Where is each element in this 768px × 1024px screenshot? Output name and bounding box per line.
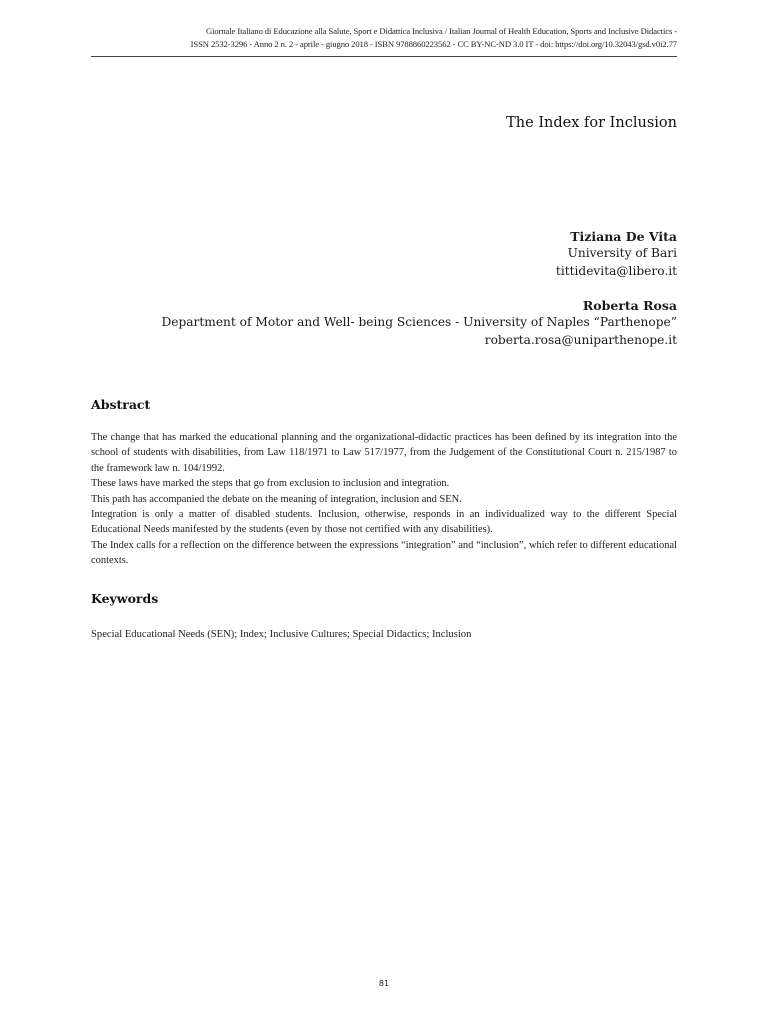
author-email: roberta.rosa@uniparthenope.it: [484, 332, 677, 347]
abstract-heading: Abstract: [91, 397, 151, 412]
keywords-text: Special Educational Needs (SEN); Index; Inclusive Cultures; Special Didactics; Inclusion: [91, 629, 472, 640]
abstract-paragraph: Integration is only a matter of disabled students. Inclusion, otherwise, responds in an individualized way to the different Special Educational Needs manifested by the students (even by those not certified with any disabilities).: [91, 509, 677, 536]
author-block-1: [556, 228, 677, 280]
author-name: Tiziana De Vita: [570, 229, 677, 244]
author-name: Roberta Rosa: [582, 298, 677, 313]
abstract-paragraph: These laws have marked the steps that go from exclusion to inclusion and integration.: [91, 478, 450, 490]
header-divider: [91, 56, 677, 57]
page-number: 81: [378, 979, 390, 988]
abstract-paragraph: The change that has marked the educational planning and the organizational-didactic practices has been defined by its integration into the school of students with disabilities, from Law 118/1971 to Law 517/1977, from the Judgement of the Constitutional Court n. 215/1987 to the framework law n. 104/1992.: [91, 432, 677, 474]
abstract-paragraph: The Index calls for a reflection on the difference between the expressions “integration” and “inclusion”, which refer to different educational contexts.: [91, 539, 677, 567]
abstract-paragraph: This path has accompanied the debate on the meaning of integration, inclusion and SEN.: [91, 493, 462, 505]
author-affiliation: Department of Motor and Well- being Sciences - University of Naples “Parthenope”: [161, 315, 677, 329]
paper-title: The Index for Inclusion: [506, 115, 677, 131]
journal-header: [91, 25, 677, 50]
journal-header-line-1: Giornale Italiano di Educazione alla Salute, Sport e Didattica Inclusiva / Italian Journal of Health Education, Sports and Inclusive Didactics -: [206, 26, 677, 36]
author-affiliation: University of Bari: [567, 246, 677, 260]
author-block-2: [161, 297, 677, 349]
abstract-body: [91, 430, 677, 569]
journal-header-line-2: ISSN 2532-3296 - Anno 2 n. 2 - aprile - giugno 2018 - ISBN 9788860223562 - CC BY-NC-ND 3.0 IT - doi: https://doi.org/10.32043/gsd.v0i2.77: [190, 38, 677, 49]
keywords-heading: Keywords: [91, 591, 159, 606]
author-email: tittidevita@libero.it: [555, 263, 677, 278]
